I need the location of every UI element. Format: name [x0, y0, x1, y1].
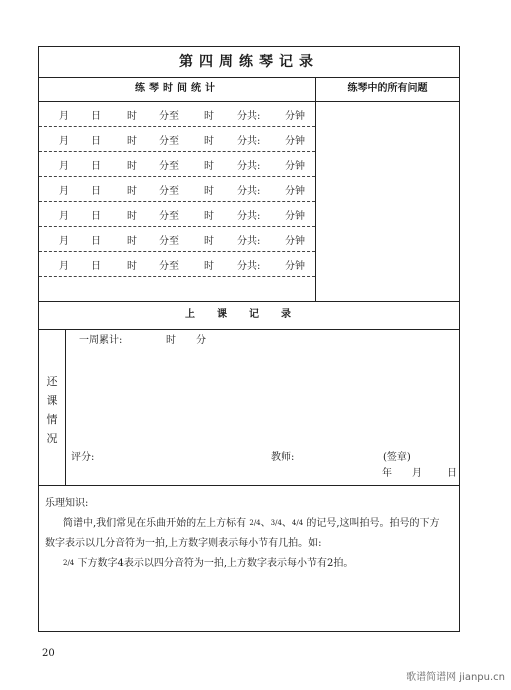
row-label-hour2: 时: [204, 186, 214, 197]
page-number: 20: [42, 648, 55, 659]
row-label-hour2: 时: [204, 211, 214, 222]
time-signature: 2/4: [63, 559, 75, 567]
row-label-minutes: 分钟: [285, 186, 305, 197]
row-label-day: 日: [91, 111, 101, 122]
row-label-month: 月: [59, 161, 69, 172]
row-label-hour2: 时: [204, 236, 214, 247]
week-total: [79, 331, 206, 346]
row-label-minutes: 分钟: [285, 211, 305, 222]
row-label-hour: 时: [127, 186, 137, 197]
week-total-label: 一周累计:: [79, 335, 123, 346]
row-label-minutes: 分钟: [285, 261, 305, 272]
row-label-month: 月: [59, 136, 69, 147]
row-label-hour2: 时: [204, 161, 214, 172]
music-theory: [45, 494, 455, 574]
row-label-total: 分共:: [237, 236, 261, 247]
theory-text: 下方数字4表示以四分音符为一拍,上方数字表示每小节有2拍。: [77, 558, 354, 569]
row-label-hour2: 时: [204, 111, 214, 122]
row-label-day: 日: [91, 261, 101, 272]
row-label-hour: 时: [127, 136, 137, 147]
row-label-minutes: 分钟: [285, 136, 305, 147]
row-label-total: 分共:: [237, 161, 261, 172]
row-label-from: 分至: [159, 111, 179, 122]
review-label-char: 还: [46, 375, 58, 388]
row-divider: [39, 276, 315, 277]
divider: [39, 485, 459, 486]
row-label-day: 日: [91, 186, 101, 197]
practice-row: [39, 126, 315, 151]
row-label-from: 分至: [159, 186, 179, 197]
teacher-label: 教师:: [271, 452, 295, 463]
review-label-char: 况: [46, 432, 58, 445]
row-label-minutes: 分钟: [285, 111, 305, 122]
row-label-total: 分共:: [237, 111, 261, 122]
row-label-minutes: 分钟: [285, 161, 305, 172]
theory-line-3: [45, 554, 455, 574]
row-label-hour: 时: [127, 236, 137, 247]
row-label-minutes: 分钟: [285, 236, 305, 247]
row-label-from: 分至: [159, 161, 179, 172]
row-label-day: 日: [91, 161, 101, 172]
theory-text: 简谱中,我们常见在乐曲开始的左上方标有: [63, 518, 247, 529]
lesson-header: 上课记录: [185, 309, 313, 320]
watermark: 歌谱简谱网 jianpu.cn: [406, 672, 505, 683]
date-year: 年: [382, 468, 392, 479]
review-label-char: 课: [46, 394, 58, 407]
row-label-hour: 时: [127, 211, 137, 222]
row-label-month: 月: [59, 261, 69, 272]
practice-row: [39, 101, 315, 126]
time-signature: 4/4: [291, 519, 304, 527]
page-title: 第四周练琴记录: [179, 54, 319, 70]
problems-header: 练琴中的所有问题: [347, 83, 428, 94]
review-label: [43, 372, 61, 448]
row-label-day: 日: [91, 136, 101, 147]
practice-row: [39, 251, 315, 276]
row-label-hour2: 时: [204, 136, 214, 147]
time-signature: 3/4: [270, 519, 282, 527]
row-label-from: 分至: [159, 136, 179, 147]
row-label-from: 分至: [159, 211, 179, 222]
row-label-from: 分至: [159, 236, 179, 247]
time-signature: 2/4: [249, 519, 261, 527]
row-label-total: 分共:: [237, 261, 261, 272]
practice-row: [39, 176, 315, 201]
divider: [65, 329, 66, 485]
practice-row: [39, 201, 315, 226]
row-label-from: 分至: [159, 261, 179, 272]
row-label-month: 月: [59, 111, 69, 122]
date-day: 日: [447, 468, 457, 479]
practice-header: 练琴时间统计: [135, 83, 219, 94]
practice-row: [39, 151, 315, 176]
row-label-day: 日: [91, 211, 101, 222]
week-total-hour: 时: [166, 335, 176, 346]
divider: [39, 329, 459, 330]
row-label-month: 月: [59, 186, 69, 197]
row-label-hour: 时: [127, 161, 137, 172]
practice-record-sheet: [38, 46, 460, 632]
practice-row: [39, 226, 315, 251]
row-label-month: 月: [59, 236, 69, 247]
review-label-char: 情: [46, 413, 58, 426]
theory-text: 的记号,这叫拍号。拍号的下方: [306, 518, 440, 529]
row-label-hour2: 时: [204, 261, 214, 272]
divider: [315, 77, 316, 301]
row-label-total: 分共:: [237, 136, 261, 147]
row-label-total: 分共:: [237, 186, 261, 197]
row-label-total: 分共:: [237, 211, 261, 222]
row-label-day: 日: [91, 236, 101, 247]
theory-line-1: 简谱中,我们常见在乐曲开始的左上方标有 2/4、3/4、4/4 的记号,这叫拍号。拍号的下方: [63, 518, 440, 529]
theory-heading: 乐理知识:: [45, 498, 89, 509]
week-total-minute: 分: [196, 335, 206, 346]
row-label-hour: 时: [127, 261, 137, 272]
row-label-hour: 时: [127, 111, 137, 122]
score-label: 评分:: [71, 452, 95, 463]
row-label-month: 月: [59, 211, 69, 222]
signature-label: (签章): [383, 452, 411, 463]
date-month: 月: [412, 468, 422, 479]
theory-line-2: 数字表示以几分音符为一拍,上方数字则表示每小节有几拍。如:: [45, 538, 322, 549]
